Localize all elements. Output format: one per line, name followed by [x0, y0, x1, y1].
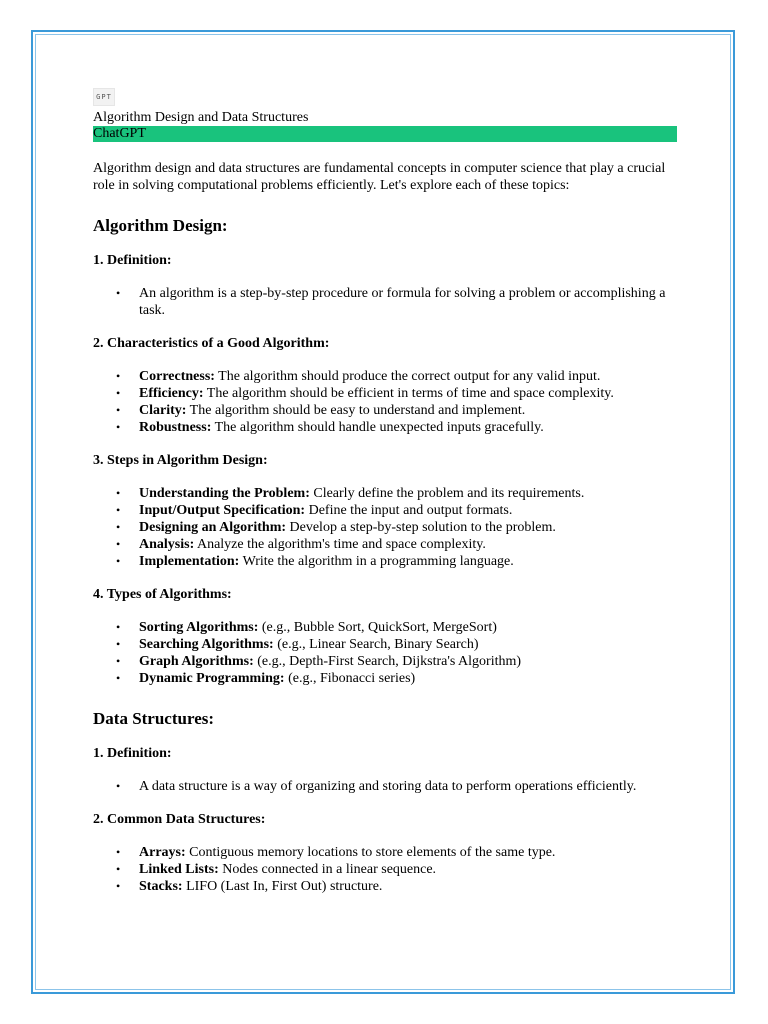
list-item	[93, 419, 677, 436]
list-item	[93, 285, 677, 319]
bullet-icon: •	[116, 637, 121, 651]
list-item	[93, 402, 677, 419]
subheading-ad-definition: 1. Definition:	[93, 253, 172, 268]
section-heading-algorithm-design: Algorithm Design:	[93, 216, 228, 235]
list-item-text: An algorithm is a step-by-step procedure or formula for solving a problem or accomplishing a task.	[139, 286, 666, 318]
source-label-bar: ChatGPT	[93, 126, 677, 142]
list-item-text: The algorithm should be efficient in terms of time and space complexity.	[203, 386, 614, 401]
bullet-icon: •	[116, 620, 121, 634]
chatgpt-avatar-icon: GPT	[93, 88, 115, 106]
bullet-icon: •	[116, 520, 121, 534]
subheading-ds-definition: 1. Definition:	[93, 746, 172, 761]
list-item	[93, 670, 677, 687]
list-item-term: Stacks:	[139, 879, 183, 894]
list-item-term: Robustness:	[139, 420, 212, 435]
list-item	[93, 778, 677, 795]
list-item	[93, 485, 677, 502]
list-ad-definition	[93, 285, 677, 319]
list-item-text: Nodes connected in a linear sequence.	[218, 862, 437, 877]
bullet-icon: •	[116, 286, 121, 300]
list-item-text: A data structure is a way of organizing and storing data to perform operations efficiently.	[139, 779, 637, 794]
list-item	[93, 636, 677, 653]
bullet-icon: •	[116, 879, 121, 893]
list-item	[93, 385, 677, 402]
intro-paragraph: Algorithm design and data structures are fundamental concepts in computer science that play a crucial role in solving computational problems efficiently. Let's explore each of these topics:	[93, 161, 666, 193]
list-item-term: Efficiency:	[139, 386, 204, 401]
list-item-text: Develop a step-by-step solution to the problem.	[286, 520, 556, 535]
list-ad-types	[93, 619, 677, 687]
bullet-icon: •	[116, 862, 121, 876]
list-item-term: Analysis:	[139, 537, 195, 552]
list-item	[93, 368, 677, 385]
list-ad-steps	[93, 485, 677, 570]
list-item	[93, 619, 677, 636]
bullet-icon: •	[116, 654, 121, 668]
list-item	[93, 861, 677, 878]
bullet-icon: •	[116, 503, 121, 517]
subheading-ds-common: 2. Common Data Structures:	[93, 812, 266, 827]
list-item	[93, 653, 677, 670]
list-item-text: Clearly define the problem and its requirements.	[309, 486, 585, 501]
section-heading-data-structures: Data Structures:	[93, 709, 215, 728]
bullet-icon: •	[116, 403, 121, 417]
list-item-text: The algorithm should handle unexpected inputs gracefully.	[211, 420, 544, 435]
list-item	[93, 553, 677, 570]
list-item	[93, 502, 677, 519]
bullet-icon: •	[116, 554, 121, 568]
document-body	[93, 88, 677, 895]
list-item	[93, 844, 677, 861]
list-item-term: Dynamic Programming:	[139, 671, 285, 686]
list-item-text: (e.g., Bubble Sort, QuickSort, MergeSort)	[258, 620, 497, 635]
subheading-ad-characteristics: 2. Characteristics of a Good Algorithm:	[93, 336, 330, 351]
list-ad-characteristics	[93, 368, 677, 436]
list-item	[93, 536, 677, 553]
list-item-text: Define the input and output formats.	[305, 503, 513, 518]
subheading-ad-steps: 3. Steps in Algorithm Design:	[93, 453, 268, 468]
bullet-icon: •	[116, 486, 121, 500]
list-item-term: Sorting Algorithms:	[139, 620, 259, 635]
subheading-ad-types: 4. Types of Algorithms:	[93, 587, 232, 602]
list-item-term: Input/Output Specification:	[139, 503, 306, 518]
list-item-term: Designing an Algorithm:	[139, 520, 287, 535]
list-item-term: Graph Algorithms:	[139, 654, 254, 669]
list-item-term: Linked Lists:	[139, 862, 219, 877]
list-item-text: (e.g., Depth-First Search, Dijkstra's Algorithm)	[253, 654, 522, 669]
list-item-term: Arrays:	[139, 845, 186, 860]
bullet-icon: •	[116, 779, 121, 793]
list-item-term: Correctness:	[139, 369, 215, 384]
bullet-icon: •	[116, 369, 121, 383]
list-item	[93, 519, 677, 536]
list-item-text: Contiguous memory locations to store elements of the same type.	[185, 845, 556, 860]
list-item-text: (e.g., Linear Search, Binary Search)	[273, 637, 479, 652]
list-item-text: The algorithm should produce the correct output for any valid input.	[214, 369, 601, 384]
bullet-icon: •	[116, 537, 121, 551]
list-item-text: Write the algorithm in a programming language.	[239, 554, 514, 569]
list-item-text: (e.g., Fibonacci series)	[284, 671, 416, 686]
list-item-text: The algorithm should be easy to understand and implement.	[186, 403, 526, 418]
list-item-term: Clarity:	[139, 403, 187, 418]
list-item	[93, 878, 677, 895]
list-item-term: Searching Algorithms:	[139, 637, 274, 652]
list-item-term: Understanding the Problem:	[139, 486, 310, 501]
document-title: Algorithm Design and Data Structures	[93, 110, 309, 125]
bullet-icon: •	[116, 386, 121, 400]
list-item-term: Implementation:	[139, 554, 240, 569]
bullet-icon: •	[116, 671, 121, 685]
list-ds-definition	[93, 778, 677, 795]
list-item-text: LIFO (Last In, First Out) structure.	[182, 879, 383, 894]
bullet-icon: •	[116, 420, 121, 434]
list-ds-common	[93, 844, 677, 895]
bullet-icon: •	[116, 845, 121, 859]
list-item-text: Analyze the algorithm's time and space complexity.	[194, 537, 486, 552]
